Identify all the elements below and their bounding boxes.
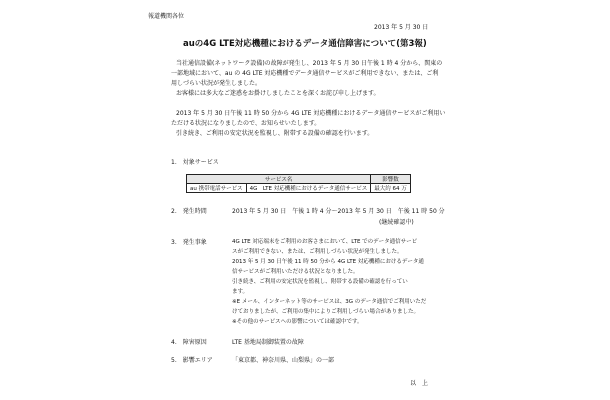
header-impact: 影響数 xyxy=(371,175,411,184)
date: 2013 年 5 月 30 日 xyxy=(374,24,429,31)
event-line: 2013 年 5 月 30 日午後 11 時 50 分から 4G LTE 対応機種におけるデータ通 xyxy=(232,259,424,265)
event-line: ※E メール、インターネット等のサービスは、3G のデータ通信でご利用いただ xyxy=(232,299,427,305)
event-line: 4G LTE 対応端末をご利用のお客さまにおいて、LTE でのデータ通信サービ xyxy=(232,239,418,245)
header-service-name: サービス名 xyxy=(187,175,371,184)
table-row xyxy=(187,184,411,193)
section-5-label: 5. 影響エリア xyxy=(171,357,213,364)
cell-service-type: au 携帯電話サービス xyxy=(187,184,247,193)
section-4-label: 4. 障害原因 xyxy=(171,339,207,346)
page-title: auの4G LTE対応機種におけるデータ通信障害について(第3報) xyxy=(183,39,427,49)
occurrence-status: (継続確認中) xyxy=(379,219,414,226)
intro-line: 一部地域において、au の 4G LTE 対応機種でデータ通信サービスがご利用できない、または、ご利 xyxy=(171,70,439,77)
intro-line: 用しづらい状況が発生しました。 xyxy=(171,80,262,87)
event-line: 引き続き、ご利用の安定状況を監視し、附帯する設備の確認を行ってい xyxy=(232,279,408,285)
failure-cause: LTE 基地局制御装置の故障 xyxy=(232,339,304,346)
recipient: 報道機関各位 xyxy=(148,13,185,20)
cell-service-name: 4G LTE 対応機種におけるデータ通信サービス xyxy=(246,184,371,193)
section-3-label: 3. 発生事象 xyxy=(171,239,207,246)
service-table xyxy=(186,174,411,193)
affected-area: 「東京都、神奈川県、山梨県」の一部 xyxy=(232,357,335,364)
service-table-header xyxy=(187,175,411,184)
event-line: けておりましたが、ご利用の集中によりご利用しづらい場合がありました。 xyxy=(232,309,420,315)
event-line: ※その他のサービスへの影響については確認中です。 xyxy=(232,319,363,325)
event-line: スがご利用できない、または、ご利用しづらい状況が発生しました。 xyxy=(232,249,403,255)
event-line: 信サービスがご利用いただける状況となりました。 xyxy=(232,269,359,275)
update-line: ただける状況になりましたので、お知らせいたします。 xyxy=(171,120,321,127)
intro-line: 当社通信設備(ネットワーク設備)の故障が発生し、2013 年 5 月 30 日午後 1 時 4 分から、関東の xyxy=(176,60,443,67)
event-line: ます。 xyxy=(232,289,249,295)
occurrence-time: 2013 年 5 月 30 日 午後 1 時 4 分～2013 年 5 月 30 日 午後 11 時 50 分 xyxy=(232,208,445,215)
update-line: 2013 年 5 月 30 日午後 11 時 50 分から 4G LTE 対応機種におけるデータ通信サービスがご利用い xyxy=(176,110,446,117)
intro-line: お客様には多大なご迷惑をお掛けしましたことを深くお詫び申し上げます。 xyxy=(176,90,380,97)
cell-impact: 最大約 64 万 xyxy=(371,184,411,193)
section-2-label: 2. 発生時間 xyxy=(171,208,207,215)
section-1-label: 1. 対象サービス xyxy=(171,159,219,166)
closing-mark: 以 上 xyxy=(410,380,429,387)
update-line: 引き続き、ご利用の安定状況を監視し、附帯する設備の確認を行います。 xyxy=(176,130,374,137)
